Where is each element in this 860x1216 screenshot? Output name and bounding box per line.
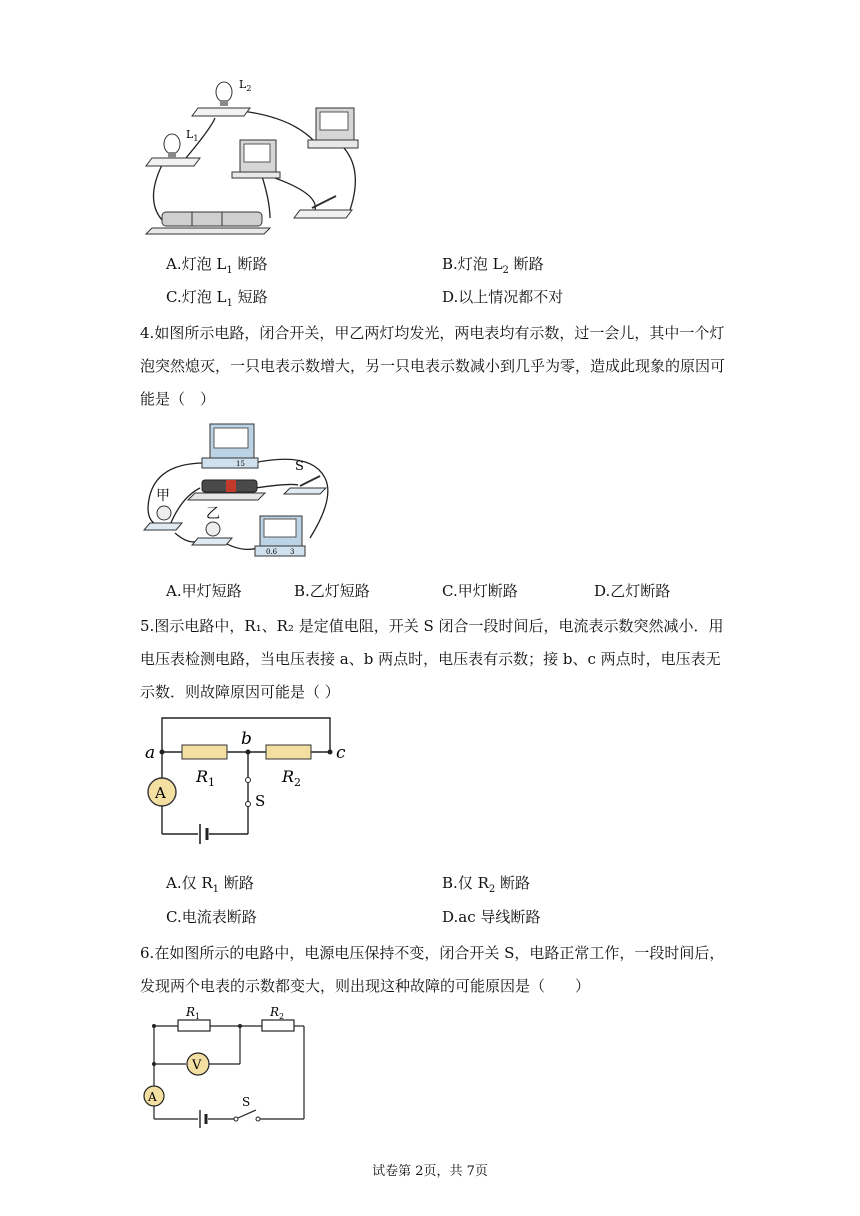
q6-label-s: S <box>242 1095 251 1109</box>
q5-text: 图示电路中，R₁、R₂ 是定值电阻，开关 S 闭合一段时间后，电流表示数突然减小．用电压表检测电路，当电压表接 a、b 两点时，电压表有示数；接 b、c 两点时，电压表无示数．则故障原因可能是（ ） <box>140 617 724 701</box>
svg-text:0.6: 0.6 <box>266 548 278 556</box>
page-footer: 试卷第 2页，共 7页 <box>372 1164 488 1179</box>
q6-question <box>140 937 730 1003</box>
q5-question <box>140 610 730 709</box>
q5-label-c: c <box>336 743 346 763</box>
q5-label-a: a <box>145 743 156 763</box>
q6-label-r2: $R_2$ <box>270 1005 285 1021</box>
q5-label-b: b <box>241 729 252 749</box>
q5-option-b[interactable]: B.仅 $R_2$ 断路 <box>442 874 531 895</box>
q4-option-a[interactable]: A.甲灯短路 <box>166 582 242 600</box>
svg-text:3: 3 <box>290 548 295 556</box>
q4-circuit-figure <box>140 418 340 563</box>
q5-option-d[interactable]: D.ac 导线断路 <box>442 908 541 926</box>
q3-circuit-figure <box>140 70 380 240</box>
q3-label-l1: $L_1$ <box>186 128 199 143</box>
q5-label-r2: $R_2$ <box>282 767 302 789</box>
q6-voltmeter-label: V <box>192 1058 202 1073</box>
q6-label-r1: $R_1$ <box>186 1005 201 1021</box>
q4-label-yi: 乙 <box>206 506 220 522</box>
svg-text:15: 15 <box>236 460 245 468</box>
q5-option-a[interactable]: A.仅 $R_1$ 断路 <box>166 874 254 895</box>
q3-label-l2: $L_2$ <box>239 78 252 93</box>
q6-text: 在如图所示的电路中，电源电压保持不变，闭合开关 S，电路正常工作，一段时间后，发现两个电表的示数都变大，则出现这种故障的可能原因是（ ） <box>140 944 725 995</box>
q5-ammeter-label: A <box>155 784 166 802</box>
q5-circuit-figure <box>140 710 360 860</box>
q4-label-jia: 甲 <box>156 488 170 504</box>
q4-option-c[interactable]: C.甲灯断路 <box>442 582 518 600</box>
q3-option-c[interactable]: C.灯泡 $L_1$ 短路 <box>166 288 268 309</box>
q6-number: 6. <box>140 944 155 962</box>
q6-ammeter-label: A <box>148 1090 157 1104</box>
q4-number: 4. <box>140 324 155 342</box>
q4-label-s: S <box>295 459 304 474</box>
q5-number: 5. <box>140 617 155 635</box>
q4-text: 如图所示电路，闭合开关，甲乙两灯均发光，两电表均有示数，过一会儿，其中一个灯泡突然熄灭，一只电表示数增大，另一只电表示数减小到几乎为零，造成此现象的原因可能是（ ） <box>140 324 726 408</box>
q5-label-r1: $R_1$ <box>196 767 216 789</box>
q3-option-b[interactable]: B.灯泡 $L_2$ 断路 <box>442 255 544 276</box>
q5-option-c[interactable]: C.电流表断路 <box>166 908 257 926</box>
q5-label-s: S <box>255 792 266 810</box>
q4-option-d[interactable]: D.乙灯断路 <box>594 582 671 600</box>
q4-option-b[interactable]: B.乙灯短路 <box>294 582 370 600</box>
q6-circuit-figure <box>140 1000 320 1130</box>
q3-option-d[interactable]: D.以上情况都不对 <box>442 288 564 306</box>
q4-question <box>140 317 730 416</box>
q3-option-a[interactable]: A.灯泡 $L_1$ 断路 <box>166 255 268 276</box>
